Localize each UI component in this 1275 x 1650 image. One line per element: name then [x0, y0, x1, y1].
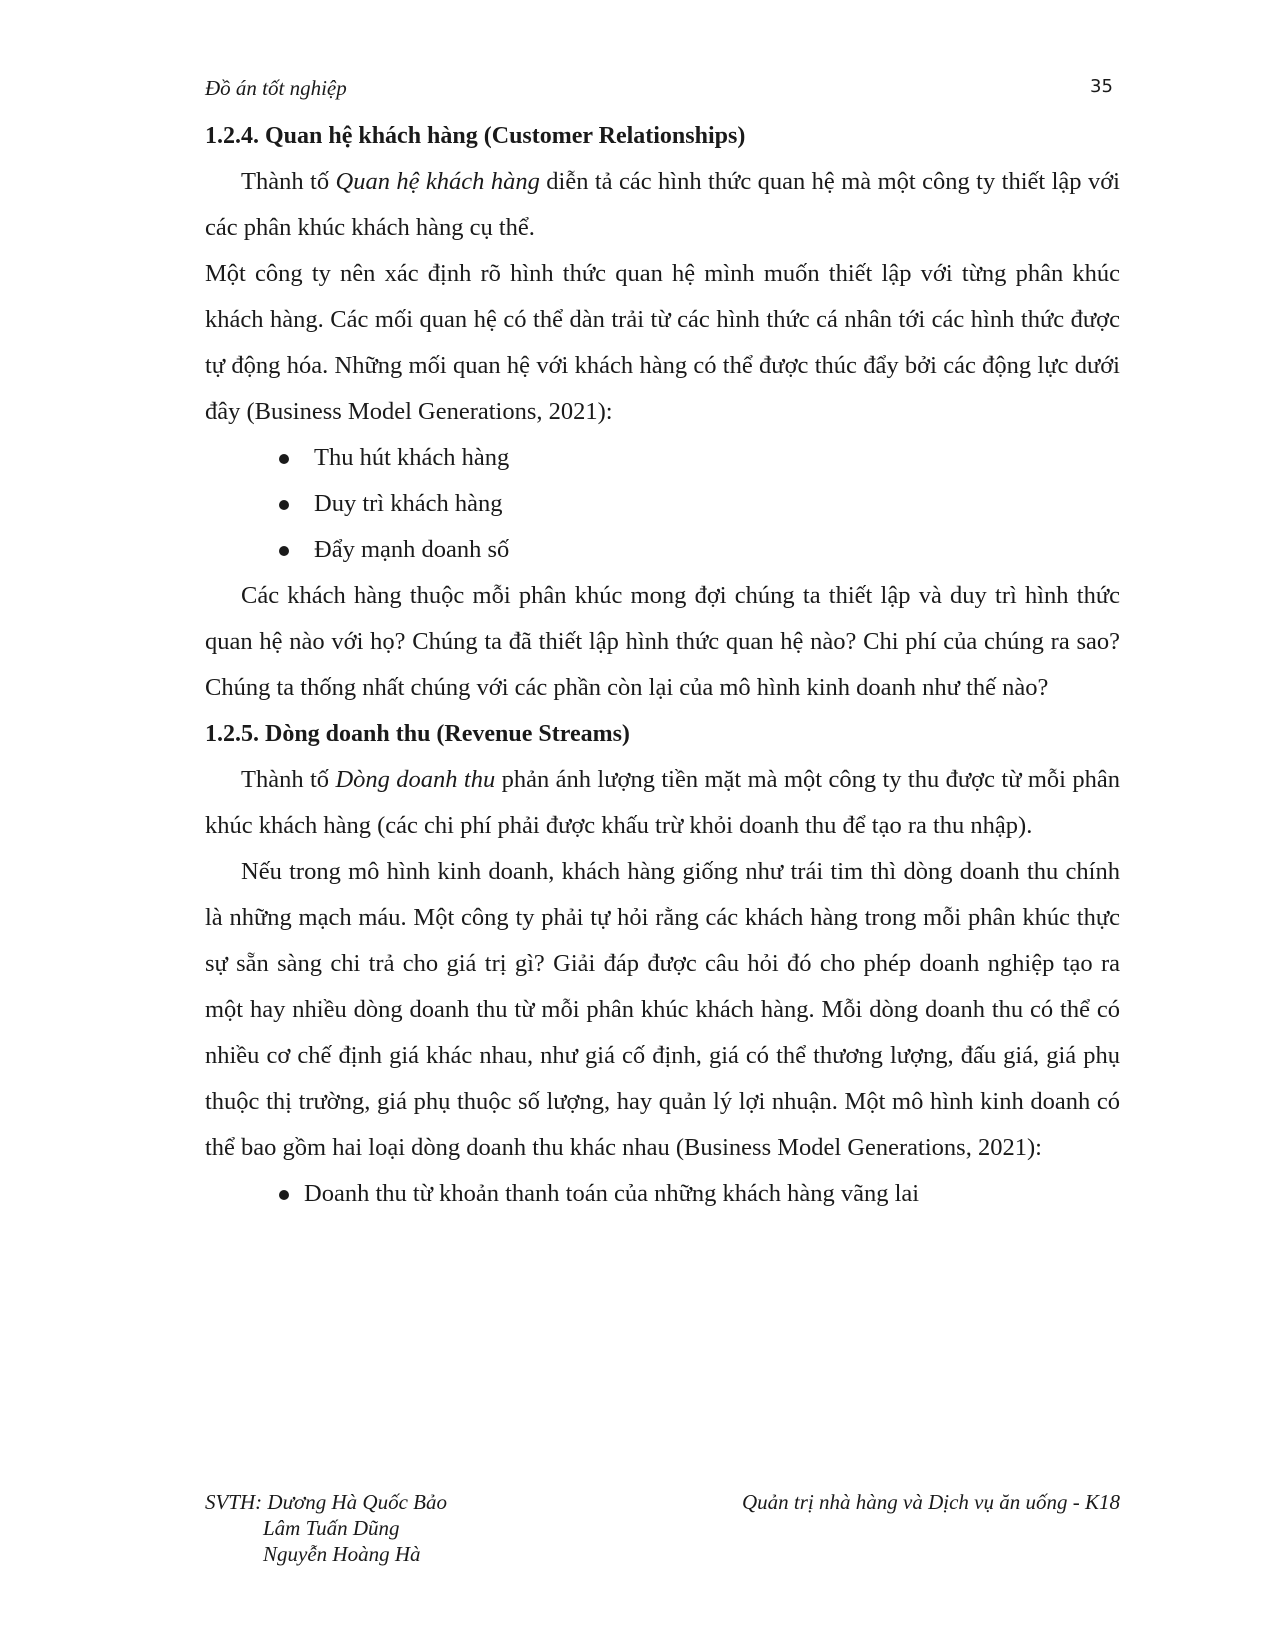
emphasis-term: Quan hệ khách hàng	[335, 168, 540, 195]
bullet-list	[205, 1171, 1120, 1217]
footer-student-3: Nguyễn Hoàng Hà	[263, 1542, 421, 1566]
paragraph: Nếu trong mô hình kinh doanh, khách hàng giống như trái tim thì dòng doanh thu chính là những mạch máu. Một công ty phải tự hỏi rằng các khách hàng trong mỗi phân khúc thực sự sẵn sàng chi trả cho giá trị gì? Giải đáp được câu hỏi đó cho phép doanh nghiệp tạo ra một hay nhiều dòng doanh thu từ mỗi phân khúc khách hàng. Mỗi dòng doanh thu có thể có nhiều cơ chế định giá khác nhau, như giá cố định, giá có thể thương lượng, đấu giá, giá phụ thuộc thị trường, giá phụ thuộc số lượng, hay quản lý lợi nhuận. Một mô hình kinh doanh có thể bao gồm hai loại dòng doanh thu khác nhau (Business Model Generations, 2021):	[205, 858, 1120, 1161]
emphasis-term: Dòng doanh thu	[335, 766, 496, 793]
paragraph: Một công ty nên xác định rõ hình thức quan hệ mình muốn thiết lập với từng phân khúc khách hàng. Các mối quan hệ có thể dàn trải từ các hình thức cá nhân tới các hình thức được tự động hóa. Những mối quan hệ với khách hàng có thể được thúc đẩy bởi các động lực dưới đây (Business Model Generations, 2021):	[205, 260, 1120, 425]
paragraph: Thành tố Quan hệ khách hàng diễn tả các hình thức quan hệ mà một công ty thiết lập với các phân khúc khách hàng cụ thể.	[205, 168, 1120, 241]
list-item: Đẩy mạnh doanh số	[205, 527, 1120, 573]
footer-student-2: Lâm Tuấn Dũng	[263, 1516, 400, 1540]
page-body	[205, 113, 1120, 1217]
paragraph: Các khách hàng thuộc mỗi phân khúc mong đợi chúng ta thiết lập và duy trì hình thức quan hệ nào với họ? Chúng ta đã thiết lập hình thức quan hệ nào? Chi phí của chúng ra sao? Chúng ta thống nhất chúng với các phần còn lại của mô hình kinh doanh như thế nào?	[205, 582, 1120, 701]
paragraph: Thành tố Dòng doanh thu phản ánh lượng tiền mặt mà một công ty thu được từ mỗi phân khúc khách hàng (các chi phí phải được khấu trừ khỏi doanh thu để tạo ra thu nhập).	[205, 766, 1120, 839]
footer-student-1: SVTH: Dương Hà Quốc Bảo	[205, 1490, 447, 1514]
list-item: Thu hút khách hàng	[205, 435, 1120, 481]
footer-program: Quản trị nhà hàng và Dịch vụ ăn uống - K18	[742, 1490, 1120, 1514]
footer-students	[205, 1489, 447, 1567]
section-heading-1-2-5: 1.2.5. Dòng doanh thu (Revenue Streams)	[205, 721, 630, 747]
list-item: Doanh thu từ khoản thanh toán của những khách hàng vãng lai	[205, 1171, 1120, 1217]
page-number: 35	[1090, 76, 1113, 97]
bullet-list	[205, 435, 1120, 573]
running-header-title: Đồ án tốt nghiệp	[205, 76, 347, 100]
section-heading-1-2-4: 1.2.4. Quan hệ khách hàng (Customer Relationships)	[205, 123, 746, 149]
list-item: Duy trì khách hàng	[205, 481, 1120, 527]
